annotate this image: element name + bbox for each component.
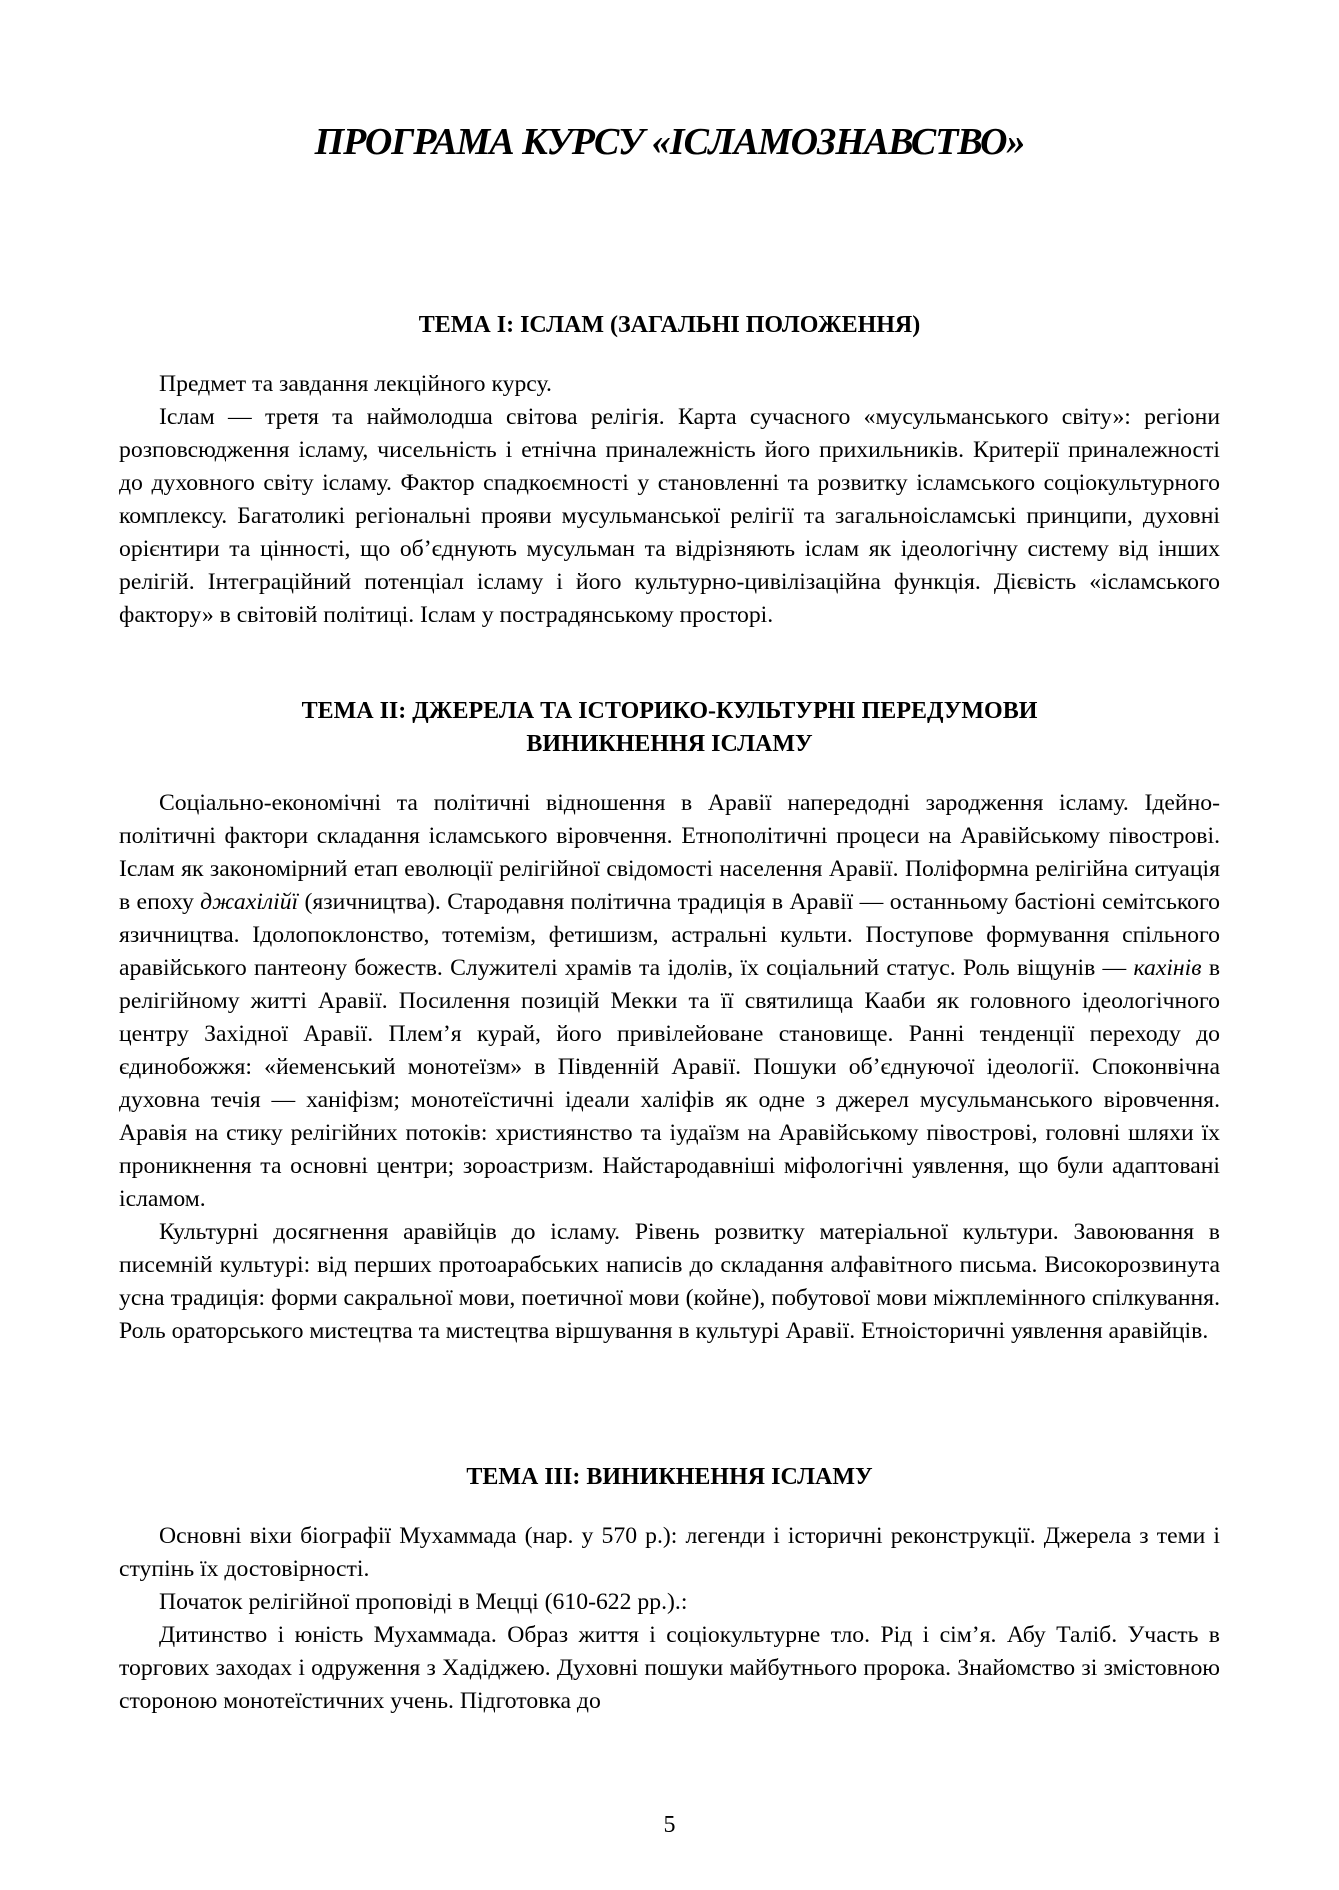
paragraph: Дитинство і юність Мухаммада. Образ життя і соціокультурне тло. Рід і сім’я. Абу Таліб. Участь в торгових заходах і одруження з Хадіджею. Духовні пошуки майбутнього пророка. Знайомство зі змістовною стороною монотеїстичних учень. Підготовка до	[119, 1622, 1220, 1714]
section-1-heading: ТЕМА І: ІСЛАМ (ЗАГАЛЬНІ ПОЛОЖЕННЯ)	[418, 312, 921, 338]
term-kahins: кахінів	[1133, 955, 1202, 981]
section-2-heading	[150, 695, 1189, 761]
section-3-heading: ТЕМА ІІІ: ВИНИКНЕННЯ ІСЛАМУ	[466, 1464, 873, 1490]
section-2-heading-line-2: ВИНИКНЕННЯ ІСЛАМУ	[526, 731, 813, 757]
paragraph: Предмет та завдання лекційного курсу.	[159, 371, 552, 397]
text-run: в релігійному житті Аравії. Посилення позицій Мекки та її святилища Кааби як головного ідеологічного центру Західної Аравії. Плем’я курай, його привілейоване становище. Ранні тенденції переходу до єдинобожжя: «йеменський монотеїзм» в Південній Аравії. Пошуки об’єднуючої ідеології. Споконвічна духовна течія — ханіфізм; монотеїстичні ідеали халіфів як одне з джерел мусульманського віровчення. Аравія на стику релігійних потоків: християнство та іудаїзм на Аравійському півострові, головні шляхи їх проникнення та основні центри; зороастризм. Найстародавніші міфологічні уявлення, що були адаптовані ісламом.	[119, 955, 1220, 1212]
document-title: ПРОГРАМА КУРСУ «ІСЛАМОЗНАВСТВО»	[314, 121, 1025, 163]
text-run: Соціально-економічні та політичні відношення в Аравії напередодні зародження ісламу. Ідейно-політичні фактори складання ісламського віровчення. Етнополітичні процеси на Аравійському півострові. Іслам як закономірний етап еволюції релігійної свідомості населення Аравії. Поліформна релігійна ситуація в епоху	[119, 790, 1220, 915]
section-1-body	[119, 368, 1220, 632]
paragraph: Початок релігійної проповіді в Мецці (610-622 рр.).:	[159, 1589, 688, 1615]
paragraph: Основні віхи біографії Мухаммада (нар. у 570 р.): легенди і історичні реконструкції. Джерела з теми і ступінь їх достовірності.	[119, 1523, 1220, 1582]
section-2-heading-line-1: ТЕМА ІІ: ДЖЕРЕЛА ТА ІСТОРИКО-КУЛЬТУРНІ ПЕРЕДУМОВИ	[301, 698, 1038, 724]
section-2-body	[119, 787, 1220, 1348]
section-3-body	[119, 1520, 1220, 1718]
page-number: 5	[663, 1812, 676, 1838]
paragraph	[119, 787, 1220, 1216]
paragraph: Іслам — третя та наймолодша світова релігія. Карта сучасного «мусульманського світу»: регіони розповсюдження ісламу, чисельність і етнічна приналежність його прихильників. Критерії приналежності до духовного світу ісламу. Фактор спадкоємності у становленні та розвитку ісламського соціокультурного комплексу. Багатоликі регіональні прояви мусульманської релігії та загальноісламські принципи, духовні орієнтири та цінності, що об’єднують мусульман та відрізняють іслам як ідеологічну систему від інших релігій. Інтеграційний потенціал ісламу і його культурно-цивілізаційна функція. Дієвість «ісламського фактору» в світовій політиці. Іслам у пострадянському просторі.	[119, 404, 1220, 628]
text-run: (язичництва). Стародавня політична традиція в Аравії — останньому бастіоні семітського язичництва. Ідолопоклонство, тотемізм, фетишизм, астральні культи. Поступове формування спільного аравійського пантеону божеств. Служителі храмів та ідолів, їх соціальний статус. Роль віщунів —	[119, 889, 1220, 981]
term-jahiliya: джахілійї	[200, 889, 299, 915]
paragraph: Культурні досягнення аравійців до ісламу. Рівень розвитку матеріальної культури. Завоювання в писемній культурі: від перших протоарабських написів до складання алфавітного письма. Високорозвинута усна традиція: форми сакральної мови, поетичної мови (койне), побутової мови міжплемінного спілкування. Роль ораторського мистецтва та мистецтва віршування в культурі Аравії. Етноісторичні уявлення аравійців.	[119, 1219, 1220, 1344]
